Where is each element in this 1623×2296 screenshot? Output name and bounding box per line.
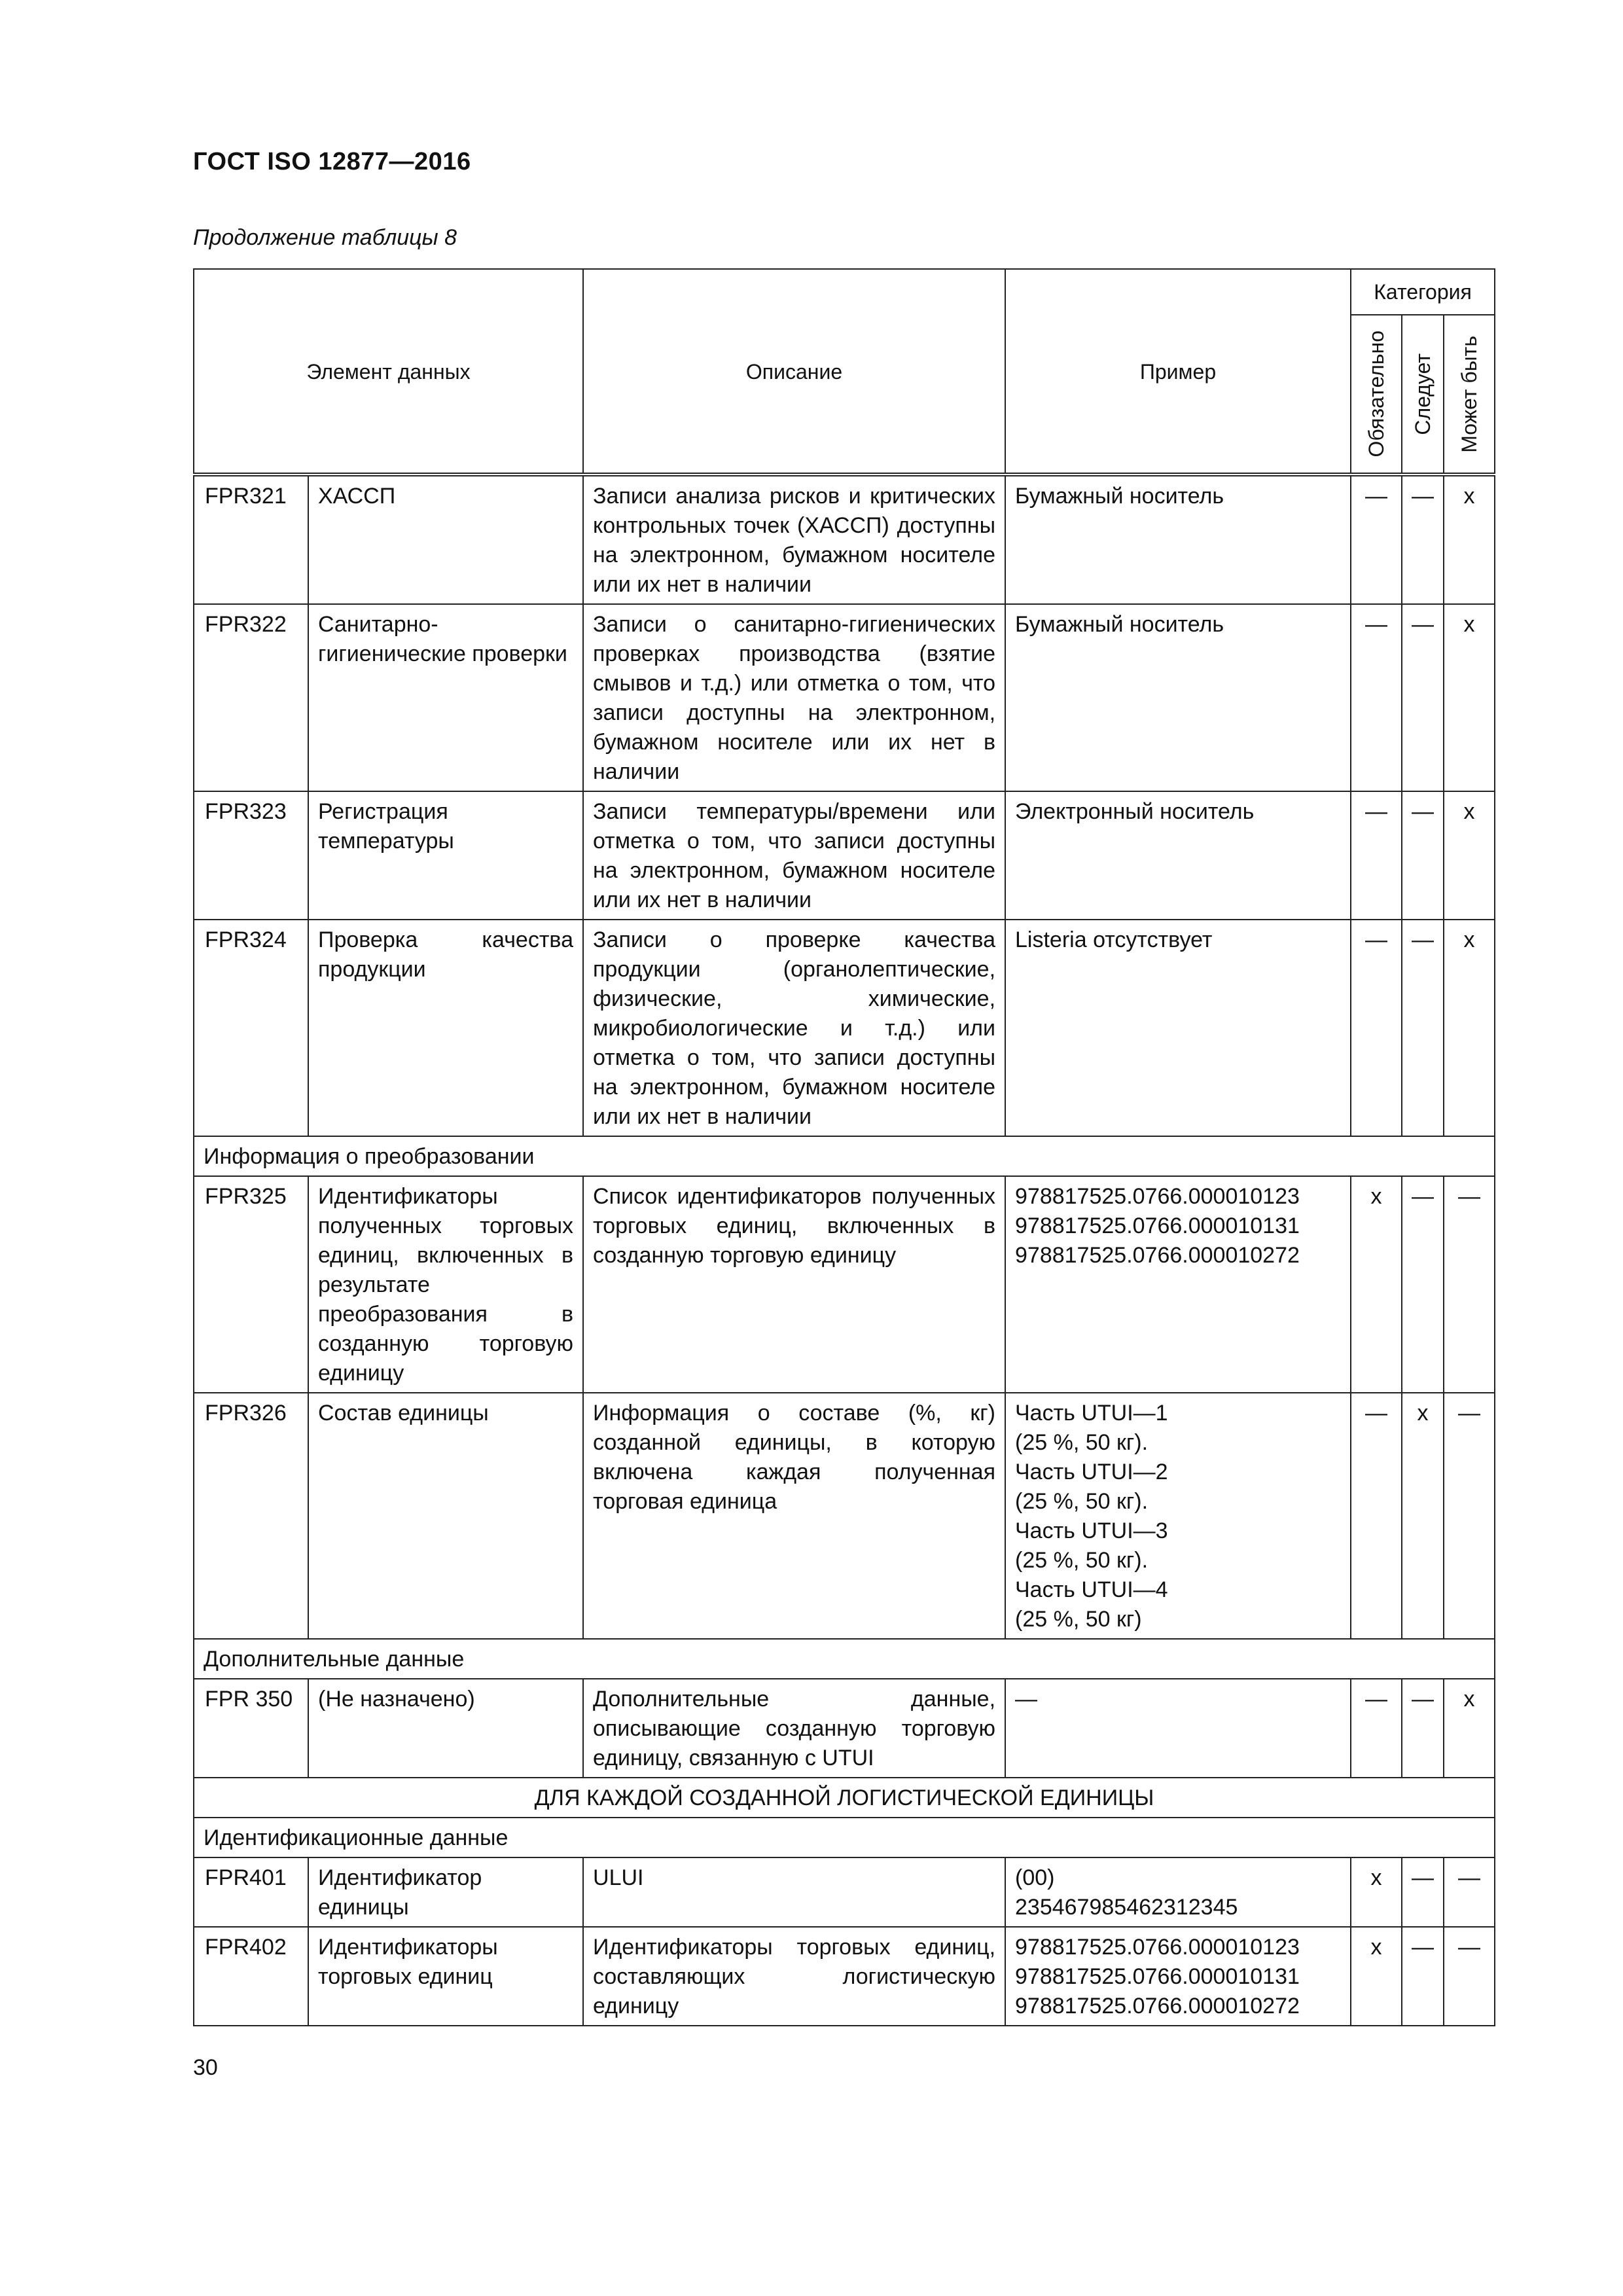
may-mark-cell: — bbox=[1444, 1927, 1495, 2026]
element-name-cell: (Не назначено) bbox=[308, 1679, 583, 1778]
header-row-1 bbox=[194, 269, 1495, 315]
should-mark-cell: — bbox=[1402, 475, 1444, 604]
section-row-transformation: Информация о преобразовании bbox=[194, 1136, 1495, 1176]
may-mark-cell: — bbox=[1444, 1393, 1495, 1639]
element-code-cell: FPR324 bbox=[194, 920, 308, 1136]
element-code-cell: FPR321 bbox=[194, 475, 308, 604]
element-name-cell: Регистрация температуры bbox=[308, 791, 583, 920]
should-mark-cell: — bbox=[1402, 791, 1444, 920]
mandatory-mark-cell: — bbox=[1351, 604, 1402, 791]
example-cell: Бумажный носитель bbox=[1005, 604, 1351, 791]
description-cell: Идентификаторы торговых единиц, составляющих логистическую единицу bbox=[583, 1927, 1005, 2026]
header-element: Элемент данных bbox=[194, 269, 583, 475]
element-code-cell: FPR323 bbox=[194, 791, 308, 920]
element-name-cell: Идентификатор единицы bbox=[308, 1857, 583, 1927]
table-group-transformation bbox=[194, 1176, 1495, 1639]
table-row bbox=[194, 1176, 1495, 1393]
table-row bbox=[194, 475, 1495, 604]
table-row bbox=[194, 1679, 1495, 1778]
should-mark-cell: x bbox=[1402, 1393, 1444, 1639]
element-name-cell: ХАССП bbox=[308, 475, 583, 604]
description-cell: ULUI bbox=[583, 1857, 1005, 1927]
may-mark-cell: x bbox=[1444, 920, 1495, 1136]
table-continuation-label: Продолжение таблицы 8 bbox=[193, 225, 457, 250]
element-name-cell: Идентификаторы полученных торговых единиц, включенных в результате преобразования в созданную торговую единицу bbox=[308, 1176, 583, 1393]
mandatory-mark-cell: x bbox=[1351, 1927, 1402, 2026]
document-title: ГОСТ ISO 12877—2016 bbox=[193, 148, 471, 175]
may-mark-cell: — bbox=[1444, 1857, 1495, 1927]
page-number: 30 bbox=[193, 2055, 218, 2080]
element-code-cell: FPR402 bbox=[194, 1927, 308, 2026]
example-cell: Электронный носитель bbox=[1005, 791, 1351, 920]
should-mark-cell: — bbox=[1402, 1176, 1444, 1393]
element-code-cell: FPR322 bbox=[194, 604, 308, 791]
table-row bbox=[194, 920, 1495, 1136]
description-cell: Записи температуры/времени или отметка о том, что записи доступны на электронном, бумажном носителе или их нет в наличии bbox=[583, 791, 1005, 920]
table-group-quality bbox=[194, 475, 1495, 1136]
should-mark-cell: — bbox=[1402, 920, 1444, 1136]
element-code-cell: FPR326 bbox=[194, 1393, 308, 1639]
data-elements-table bbox=[193, 268, 1495, 2026]
description-cell: Записи анализа рисков и критических контрольных точек (ХАССП) доступны на электронном, бумажном носителе или их нет в наличии bbox=[583, 475, 1005, 604]
element-name-cell: Состав единицы bbox=[308, 1393, 583, 1639]
section-row-logistic-unit: ДЛЯ КАЖДОЙ СОЗДАННОЙ ЛОГИСТИЧЕСКОЙ ЕДИНИЦЫ bbox=[194, 1778, 1495, 1818]
example-cell: 978817525.0766.000010123 978817525.0766.000010131 978817525.0766.000010272 bbox=[1005, 1176, 1351, 1393]
mandatory-mark-cell: x bbox=[1351, 1857, 1402, 1927]
may-mark-cell: x bbox=[1444, 1679, 1495, 1778]
may-mark-cell: x bbox=[1444, 475, 1495, 604]
header-should: Следует bbox=[1402, 315, 1444, 475]
section-row-additional: Дополнительные данные bbox=[194, 1639, 1495, 1679]
example-cell: 978817525.0766.000010123 978817525.0766.000010131 978817525.0766.000010272 bbox=[1005, 1927, 1351, 2026]
should-mark-cell: — bbox=[1402, 1679, 1444, 1778]
section-row-identification: Идентификационные данные bbox=[194, 1818, 1495, 1857]
example-cell: Listeria отсутствует bbox=[1005, 920, 1351, 1136]
header-may: Может быть bbox=[1444, 315, 1495, 475]
mandatory-mark-cell: — bbox=[1351, 1393, 1402, 1639]
description-cell: Список идентификаторов полученных торговых единиц, включенных в созданную торговую единицу bbox=[583, 1176, 1005, 1393]
mandatory-mark-cell: — bbox=[1351, 791, 1402, 920]
example-cell: — bbox=[1005, 1679, 1351, 1778]
table-group-identification bbox=[194, 1857, 1495, 2026]
element-name-cell: Проверка качества продукции bbox=[308, 920, 583, 1136]
element-name-cell: Санитарно-гигиенические проверки bbox=[308, 604, 583, 791]
description-cell: Информация о составе (%, кг) созданной единицы, в которую включена каждая полученная торговая единица bbox=[583, 1393, 1005, 1639]
may-mark-cell: x bbox=[1444, 604, 1495, 791]
table-row bbox=[194, 1857, 1495, 1927]
may-mark-cell: — bbox=[1444, 1176, 1495, 1393]
description-cell: Дополнительные данные, описывающие созданную торговую единицу, связанную с UTUI bbox=[583, 1679, 1005, 1778]
table-row bbox=[194, 1393, 1495, 1639]
example-cell: (00) 235467985462312345 bbox=[1005, 1857, 1351, 1927]
table-group-additional bbox=[194, 1679, 1495, 1778]
header-example: Пример bbox=[1005, 269, 1351, 475]
element-name-cell: Идентификаторы торговых единиц bbox=[308, 1927, 583, 2026]
mandatory-mark-cell: — bbox=[1351, 475, 1402, 604]
element-code-cell: FPR325 bbox=[194, 1176, 308, 1393]
element-code-cell: FPR401 bbox=[194, 1857, 308, 1927]
should-mark-cell: — bbox=[1402, 1927, 1444, 2026]
mandatory-mark-cell: — bbox=[1351, 1679, 1402, 1778]
may-mark-cell: x bbox=[1444, 791, 1495, 920]
header-description: Описание bbox=[583, 269, 1005, 475]
description-cell: Записи о санитарно-гигиенических проверках производства (взятие смывов и т.д.) или отметка о том, что записи доступны на электронном, бумажном носителе или их нет в наличии bbox=[583, 604, 1005, 791]
should-mark-cell: — bbox=[1402, 1857, 1444, 1927]
table-row bbox=[194, 604, 1495, 791]
element-code-cell: FPR 350 bbox=[194, 1679, 308, 1778]
example-cell: Бумажный носитель bbox=[1005, 475, 1351, 604]
table-row bbox=[194, 1927, 1495, 2026]
example-cell: Часть UTUI—1 (25 %, 50 кг). Часть UTUI—2 (25 %, 50 кг). Часть UTUI—3 (25 %, 50 кг). Часть UTUI—4 (25 %, 50 кг) bbox=[1005, 1393, 1351, 1639]
header-category: Категория bbox=[1351, 269, 1495, 315]
should-mark-cell: — bbox=[1402, 604, 1444, 791]
table-row bbox=[194, 791, 1495, 920]
header-mandatory: Обязательно bbox=[1351, 315, 1402, 475]
mandatory-mark-cell: — bbox=[1351, 920, 1402, 1136]
mandatory-mark-cell: x bbox=[1351, 1176, 1402, 1393]
description-cell: Записи о проверке качества продукции (органолептические, физические, химические, микробиологические и т.д.) или отметка о том, что записи доступны на электронном, бумажном носителе или их нет в наличии bbox=[583, 920, 1005, 1136]
